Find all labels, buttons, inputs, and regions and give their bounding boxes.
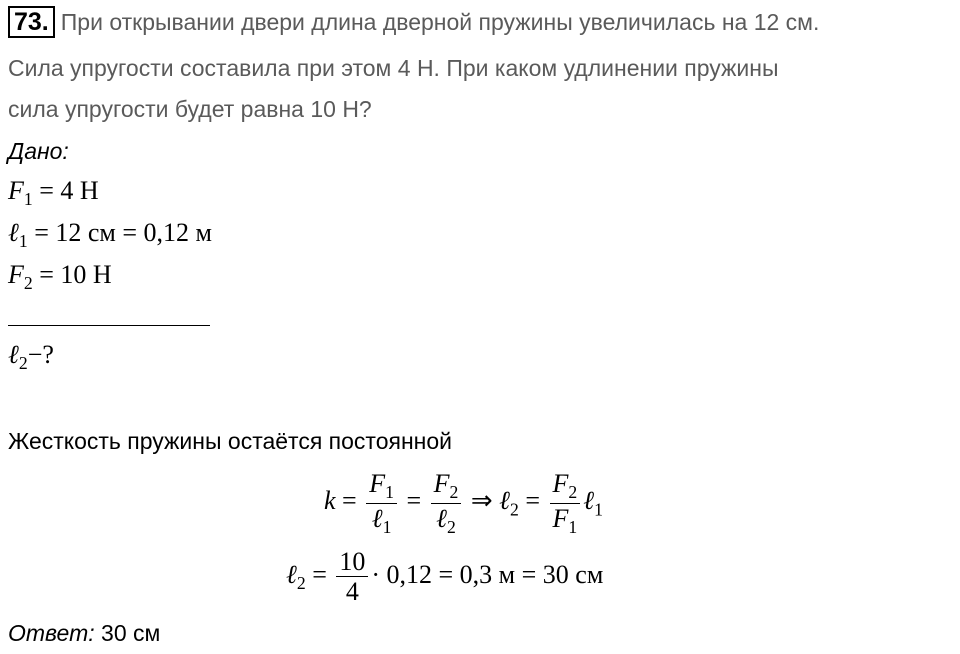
problem-line-2: Сила упругости составила при этом 4 Н. При каком удлинении пружины [8,55,779,81]
formula-result: ℓ$_2$ = $\frac{10}{4}$ · 0,12 = 0,3 м = 30 см [286,547,604,607]
answer-line [8,620,160,647]
given-l1: ℓ$_1$ = 12 см = 0,12 м [8,218,212,252]
answer-value: 30 см [94,620,161,646]
task-number: 73. [8,6,55,38]
given-f2: $F_2 = 10$ Н [8,260,112,294]
given-f1: $F_1 = 4$ Н [8,176,99,210]
problem-line-1 [8,6,819,38]
problem-line-3: сила упругости будет равна 10 Н? [8,96,372,122]
formula-stiffness: k = $\frac{F_1}{\ell_1}$ = $\frac{F_2}{\ell_2}$ ⇒ ℓ$_2$ = $\frac{F_2}{F_1}$ ℓ$_1$ [324,469,603,537]
fraction-10-4: $\frac{10}{4}$ [336,548,368,606]
find-l2: ℓ$_2$−? [8,340,54,374]
fraction-f2-f1: $\frac{F_2}{F_1}$ [550,470,581,537]
given-heading: Дано: [8,138,69,164]
answer-label: Ответ: [8,620,95,646]
fraction-f1-l1: $\frac{F_1}{\ell_1}$ [366,470,397,537]
fraction-f2-l2: $\frac{F_2}{\ell_2}$ [431,470,462,537]
solution-statement: Жесткость пружины остаётся постоянной [8,428,452,454]
problem-text-1: При открывании двери длина дверной пружины увеличилась на 12 см. [60,9,820,35]
given-divider [8,325,210,326]
